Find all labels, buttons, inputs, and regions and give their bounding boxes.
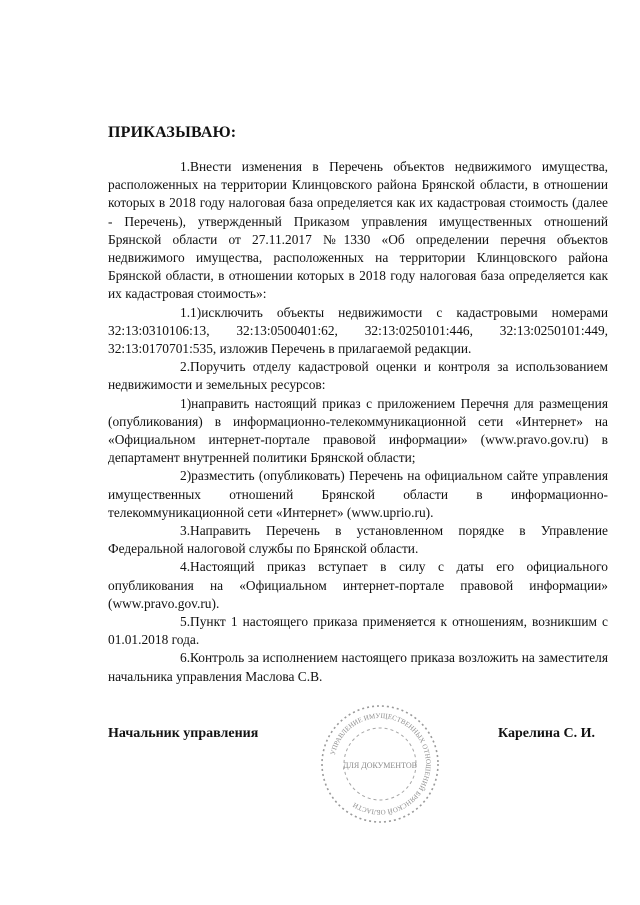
paragraph-text: Контроль за исполнением настоящего приказа возложить на заместителя начальника управления Маслова С.В. [108, 650, 608, 684]
paragraph-3 [108, 522, 608, 558]
official-stamp [318, 702, 442, 826]
paragraph-text: Настоящий приказ вступает в силу с даты его официального опубликования на «Официальном интернет-портале правовой информации» (www.pravo.gov.ru). [108, 559, 608, 611]
paragraph-1 [108, 158, 608, 304]
signature-name: Карелина С. И. [498, 726, 595, 741]
paragraph-number: 1. [180, 159, 191, 174]
paragraph-number: 5. [180, 614, 191, 630]
paragraph-number: 1.1) [180, 304, 202, 320]
paragraph-text: исключить объекты недвижимости с кадастровыми номерами 32:13:0310106:13, 32:13:0500401:62, 32:13:0250101:446, 32:13:0250101:449, 32:13:0170701:535, изложив Перечень в прилагаемой редакции. [108, 304, 608, 357]
paragraph-number: 6. [180, 650, 191, 666]
paragraph-text: Направить Перечень в установленном порядке в Управление Федеральной налоговой службы по Брянской области. [108, 523, 608, 557]
paragraph-text: Внести изменения в Перечень объектов недвижимого имущества, расположенных на территории Клинцовского района Брянской области, в отношении которых в 2018 году налоговая база определяется как их кадастровая стоимость (далее - Перечень), утвержденный Приказом управления имущественных отношений Брянской области от 27.11.2017 №1330 «Об определении перечня объектов недвижимого имущества, расположенных на территории Клинцовского района Брянской области, в отношении которых в 2018 году налоговая база определяется как их кадастровая стоимость»: [108, 159, 608, 302]
paragraph-text: направить настоящий приказ с приложением Перечня для размещения (опубликования) в информационно-телекоммуникационной сети «Интернет» на «Официальном интернет-портале правовой информации» (www.pravo.gov.ru) в департамент внутренней политики Брянской области; [108, 395, 608, 466]
paragraph-2-1 [108, 395, 608, 468]
paragraph-number: 3. [180, 523, 191, 539]
paragraph-text: Поручить отделу кадастровой оценки и контроля за использованием недвижимости и земельных ресурсов: [108, 359, 608, 393]
paragraph-number: 2) [180, 468, 192, 484]
stamp-center-text: ДЛЯ ДОКУМЕНТОВ [343, 761, 417, 770]
document-heading: ПРИКАЗЫВАЮ: [108, 124, 237, 141]
paragraph-6 [108, 649, 608, 685]
paragraph-2 [108, 358, 608, 394]
paragraph-1-1 [108, 304, 608, 359]
paragraph-number: 2. [180, 359, 191, 375]
paragraph-4 [108, 558, 608, 613]
document-body [108, 158, 608, 686]
paragraph-number: 1) [180, 395, 192, 411]
paragraph-text: Пункт 1 настоящего приказа применяется к отношениям, возникшим с 01.01.2018 года. [108, 614, 608, 648]
paragraph-5 [108, 613, 608, 649]
stamp-ring-text: УПРАВЛЕНИЕ ИМУЩЕСТВЕННЫХ ОТНОШЕНИЙ БРЯНСКОЙ ОБЛАСТИ [328, 711, 433, 817]
paragraph-number: 4. [180, 559, 191, 575]
paragraph-2-2 [108, 467, 608, 522]
paragraph-text: разместить (опубликовать) Перечень на официальном сайте управления имущественных отношений Брянской области в информационно-телекоммуникационной сети «Интернет» (www.uprio.ru). [108, 468, 608, 520]
signature-position: Начальник управления [108, 726, 259, 741]
